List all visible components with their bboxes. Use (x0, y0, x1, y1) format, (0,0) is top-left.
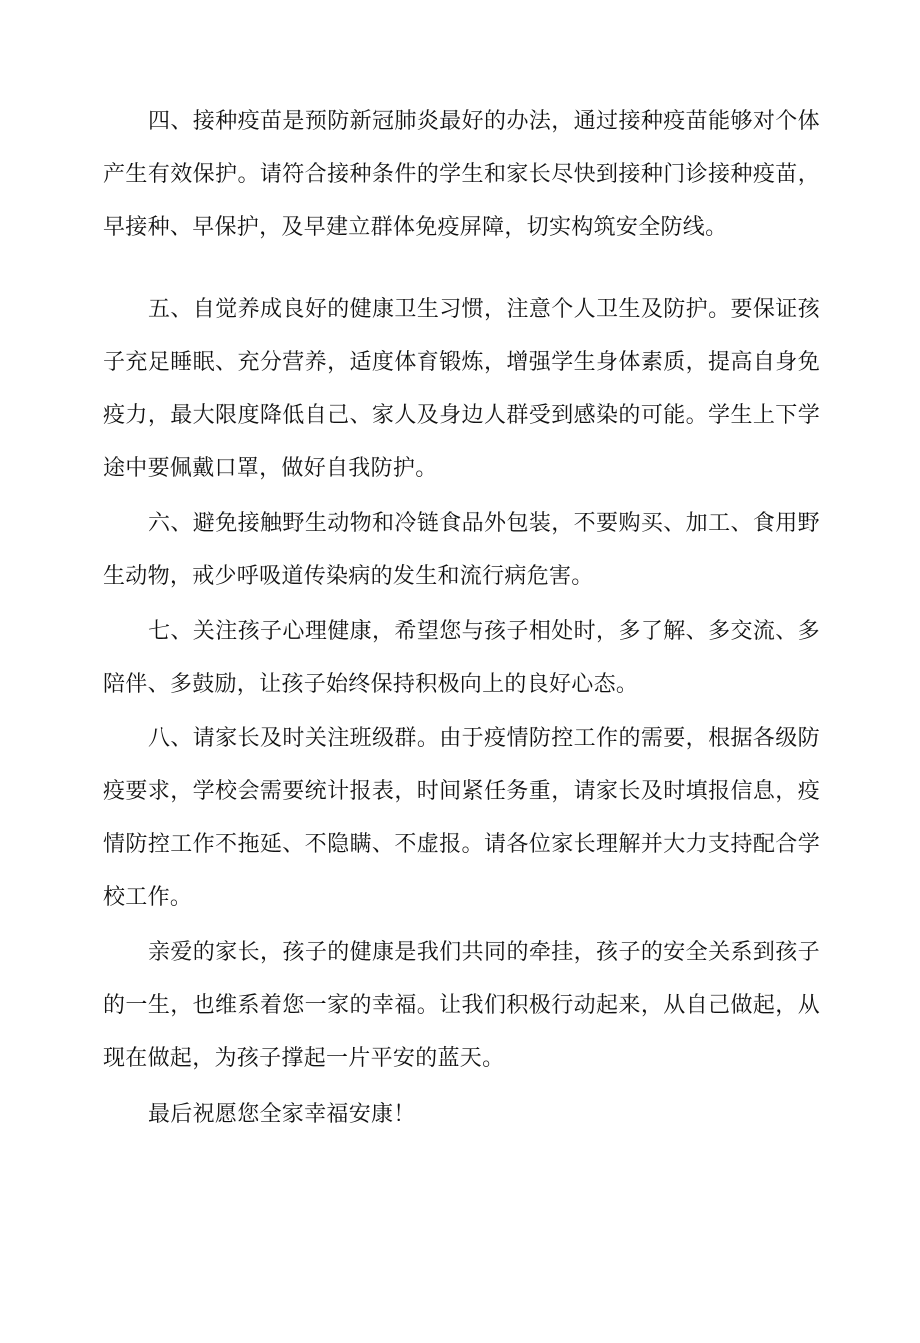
paragraph-item-4: 四、接种疫苗是预防新冠肺炎最好的办法，通过接种疫苗能够对个体产生有效保护。请符合接种条件的学生和家长尽快到接种门诊接种疫苗，早接种、早保护，及早建立群体免疫屏障，切实构筑安全防线。 (103, 109, 820, 240)
paragraph-item-6: 六、避免接触野生动物和冷链食品外包装，不要购买、加工、食用野生动物，戒少呼吸道传染病的发生和流行病危害。 (103, 511, 820, 589)
paragraph-item-8: 八、请家长及时关注班级群。由于疫情防控工作的需要，根据各级防疫要求，学校会需要统计报表，时间紧任务重，请家长及时填报信息，疫情防控工作不拖延、不隐瞒、不虚报。请各位家长理解并大力支持配合学校工作。 (103, 726, 820, 910)
paragraph-item-5: 五、自觉养成良好的健康卫生习惯，注意个人卫生及防护。要保证孩子充足睡眠、充分营养，适度体育锻炼，增强学生身体素质，提高自身免疫力，最大限度降低自己、家人及身边人群受到感染的可能。学生上下学途中要佩戴口罩，做好自我防护。 (103, 297, 820, 481)
paragraph-final-wish: 最后祝愿您全家幸福安康！ (148, 1102, 416, 1127)
paragraph-closing-message: 亲爱的家长，孩子的健康是我们共同的牵挂，孩子的安全关系到孩子的一生，也维系着您一家的幸福。让我们积极行动起来，从自己做起，从现在做起，为孩子撑起一片平安的蓝天。 (103, 940, 820, 1071)
paragraph-item-7: 七、关注孩子心理健康，希望您与孩子相处时，多了解、多交流、多陪伴、多鼓励，让孩子始终保持积极向上的良好心态。 (103, 619, 820, 697)
